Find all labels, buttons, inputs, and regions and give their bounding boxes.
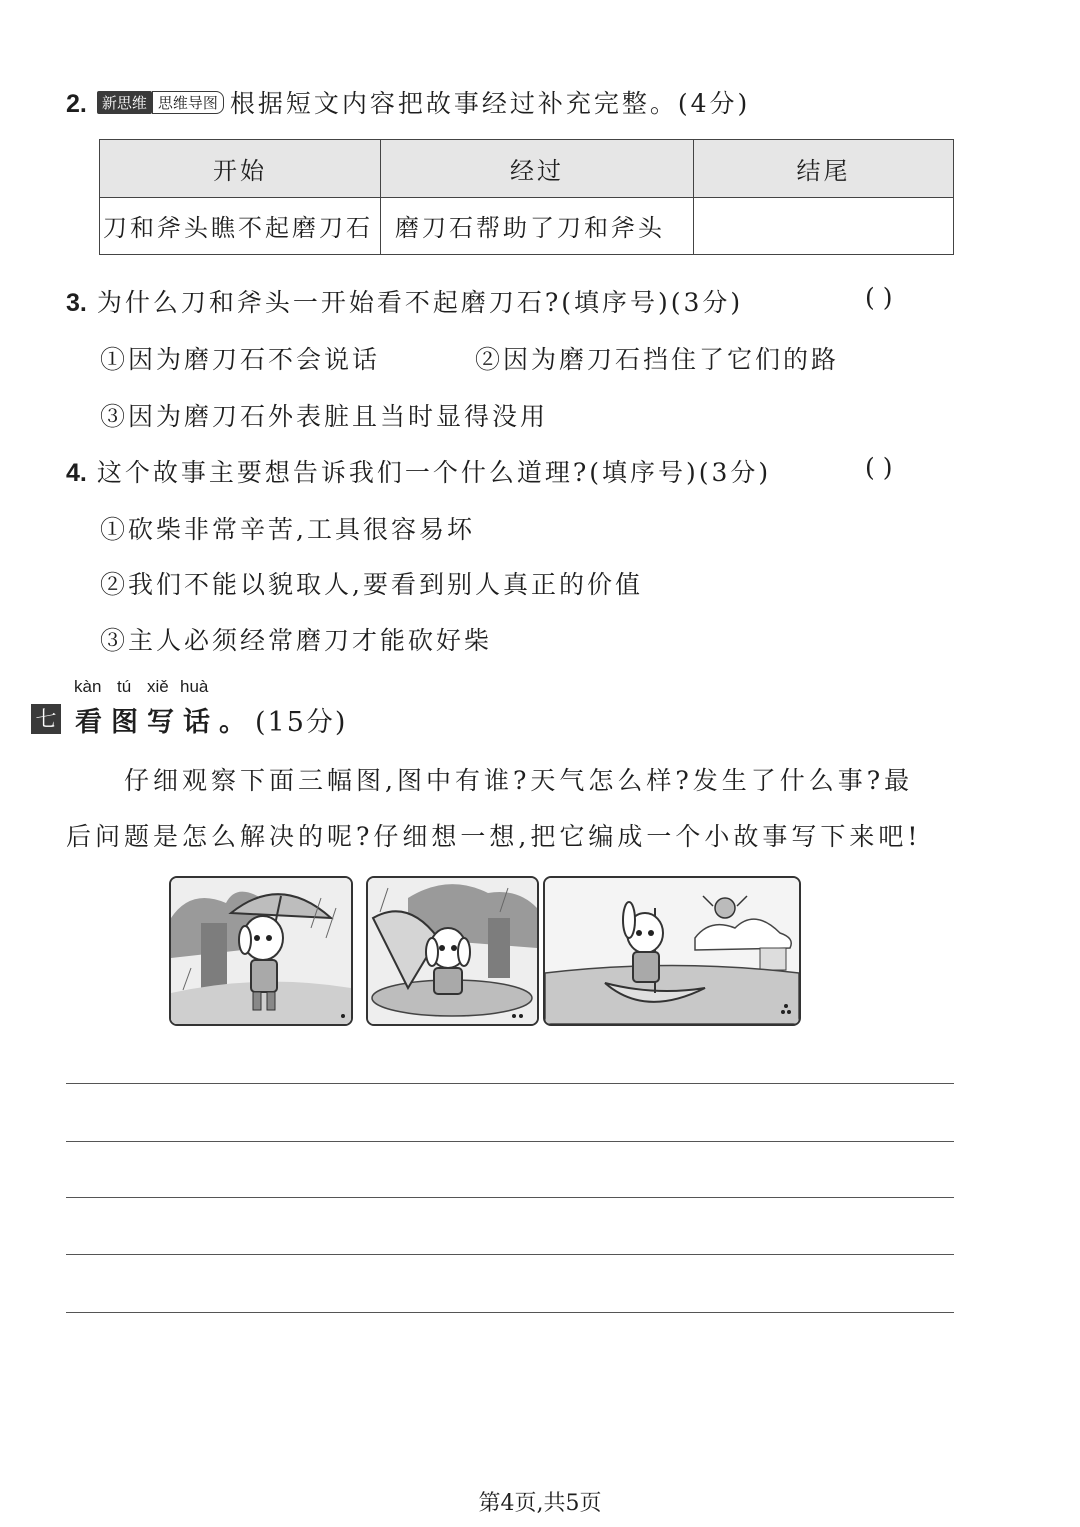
writing-line[interactable] bbox=[66, 1254, 954, 1255]
writing-line[interactable] bbox=[66, 1083, 954, 1084]
instruction-line-1: 仔细观察下面三幅图,图中有谁?天气怎么样?发生了什么事?最 bbox=[124, 766, 914, 795]
q3-answer-blank[interactable]: ( ) bbox=[865, 283, 893, 312]
section-title bbox=[75, 700, 347, 739]
picture-panel-3 bbox=[543, 876, 801, 1026]
instruction-line-2: 后问题是怎么解决的呢?仔细想一想,把它编成一个小故事写下来吧! bbox=[66, 822, 922, 851]
pinyin-xie: xiě bbox=[147, 677, 169, 696]
q2-number: 2. bbox=[66, 90, 87, 118]
dog-boating-umbrella-illustration bbox=[545, 878, 799, 1024]
dog-umbrella-rain-illustration bbox=[171, 878, 351, 1024]
story-table-header bbox=[100, 140, 954, 198]
q3-number: 3. bbox=[66, 289, 87, 317]
q4-number: 4. bbox=[66, 459, 87, 487]
pinyin-tu: tú bbox=[117, 677, 132, 696]
q4-line bbox=[66, 453, 771, 489]
story-table bbox=[99, 139, 954, 255]
pinyin-kan: kàn bbox=[74, 677, 102, 696]
section-title-period: 。 bbox=[219, 707, 255, 738]
q2-text: 根据短文内容把故事经过补充完整。(4分) bbox=[229, 89, 751, 118]
q3-text: 为什么刀和斧头一开始看不起磨刀石?(填序号)(3分) bbox=[96, 288, 744, 317]
writing-line[interactable] bbox=[66, 1197, 954, 1198]
picture-panel-1 bbox=[169, 876, 353, 1026]
q3-option-3: ③因为磨刀石外表脏且当时显得没用 bbox=[100, 402, 549, 431]
story-table-row bbox=[100, 197, 954, 255]
picture-panel-2 bbox=[366, 876, 539, 1026]
q3-option-1: ①因为磨刀石不会说话 bbox=[100, 345, 381, 374]
cell-middle: 磨刀石帮助了刀和斧头 bbox=[381, 197, 694, 255]
q4-option-1: ①砍柴非常辛苦,工具很容易坏 bbox=[100, 515, 475, 544]
q4-answer-blank[interactable]: ( ) bbox=[865, 453, 893, 482]
writing-line[interactable] bbox=[66, 1312, 954, 1313]
writing-line[interactable] bbox=[66, 1141, 954, 1142]
header-end: 结尾 bbox=[694, 140, 954, 198]
q3-line bbox=[66, 283, 743, 319]
q2-tag-primary: 新思维 bbox=[97, 91, 152, 114]
q3-option-2: ②因为磨刀石挡住了它们的路 bbox=[475, 345, 840, 374]
dog-fallen-in-puddle-illustration bbox=[368, 878, 537, 1024]
cell-start: 刀和斧头瞧不起磨刀石 bbox=[100, 197, 381, 255]
q4-option-2: ②我们不能以貌取人,要看到别人真正的价值 bbox=[100, 570, 643, 599]
q4-option-3: ③主人必须经常磨刀才能砍好柴 bbox=[100, 626, 493, 655]
header-start: 开始 bbox=[100, 140, 381, 198]
q4-text: 这个故事主要想告诉我们一个什么道理?(填序号)(3分) bbox=[96, 458, 772, 487]
q2-line bbox=[66, 84, 750, 120]
section-points: (15分) bbox=[255, 707, 348, 738]
page-footer: 第4页,共5页 bbox=[478, 1491, 602, 1516]
section-title-text: 看图写话 bbox=[75, 707, 219, 738]
header-middle: 经过 bbox=[381, 140, 694, 198]
q2-tag-secondary: 思维导图 bbox=[152, 91, 224, 114]
pinyin-hua: huà bbox=[180, 677, 209, 696]
section-badge: 七 bbox=[31, 704, 61, 734]
cell-end-blank[interactable] bbox=[694, 197, 954, 255]
